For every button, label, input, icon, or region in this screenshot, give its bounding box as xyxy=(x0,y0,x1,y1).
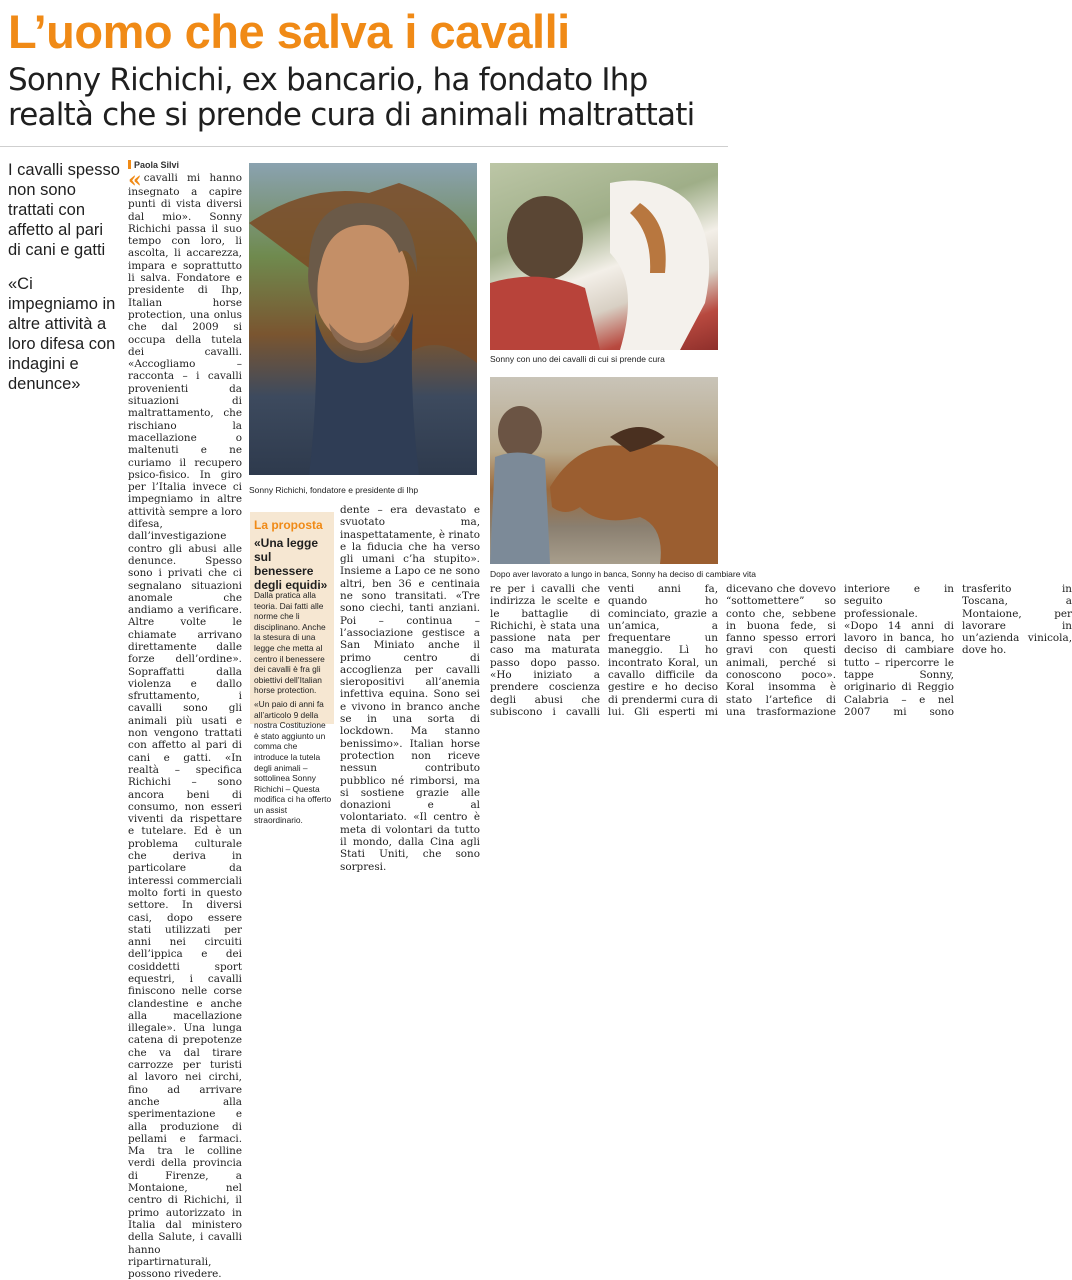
open-quote-icon: « xyxy=(128,167,142,193)
box-title: «Una legge sul benessere degli equidi» xyxy=(254,536,328,592)
divider xyxy=(0,146,728,147)
article-text-1: cavalli mi hanno insegnato a capire punti di vista diversi dal mio». Sonny Richichi passa il suo tempo con loro, li ascolta, li accarezza, impara e soprattutto li salva. Fondatore e presidente di Ihp, Italian horse protection, una onlus che dal 2009 si occupa della tutela dei cavalli. «Accogliamo – racconta – i cavalli provenienti da situazioni di maltrattamento, che rischiano la macellazione o maltenuti e ne curiamo il recupero psico-fisico. In giro per l’Italia invece ci impegniamo in altre attività sempre a loro difesa, dall’investigazione contro gli abusi alle denunce. Spesso sono i privati che ci segnalano situazioni anomale che andiamo a verificare. Altre volte le chiamate arrivano direttamente dalle forze dell’ordine». Sopraffatti dalla violenza e dallo sfruttamento, i cavalli sono gli animali più usati e non vengono trattati con affetto al pari di cani e gatti. «In realtà – specifica Richichi – sono ancora beni di consumo, non esseri viventi da rispettare e tutelare. Ed è un problema culturale che deriva in particolare da interessi commerciali molto forti in questo settore. In diversi casi, dopo essere stati utilizzati per anni nei circuiti dell’ippica e dei cosiddetti sport equestri, i cavalli finiscono nelle corse clandestine e anche alla macellazione illegale». Una lunga catena di prepotenze che va dal tirare carrozze per turisti al lavoro nei circhi, fino ad arrivare anche alla sperimentazione e alla produzione di pellami e farmaci. Ma tra le colline verdi della provincia di Firenze, a Montaione, nel centro di Richichi, il primo autorizzato in Italia dal ministero della Salute, i cavalli hanno ripartirnaturali, possono rivedere. xyxy=(128,172,242,1280)
pull-quote-2: «Ci impegniamo in altre attività a loro difesa con indagini e denunce» xyxy=(8,275,116,393)
box-paragraph: Dalla pratica alla teoria. Dai fatti alle norme che li disciplinano. Anche la stesura di una legge che metta al centro il benessere dei cavalli è fra gli obiettivi dell’Italian horse protection. xyxy=(254,590,326,696)
photo-sonny-with-horse xyxy=(490,163,718,350)
article-column-3: re per i cavalli che indirizza le scelte e le battaglie di Richichi, è stata una passione nata per caso ma maturata passo dopo passo. «Ho iniziato a prendere coscienza degli abusi che subiscono i cavalli venti anni fa, quando ho cominciato, grazie a un’amica, a frequentare un maneggio. Lì ho incontrato Koral, un cavallo difficile da gestire e ho deciso di prendermi cura di lui. Gli esperti mi dicevano che dovevo “sottomettere” so conto che, sebbene in buona fede, si fanno spesso errori gravi con questi animali, perché si conoscono poco». Koral insomma è stato l’artefice di una trasformazione interiore e in seguito professionale. «Dopo 14 anni di lavoro in banca, ho deciso di cambiare tutto – ripercorre le tappe Sonny, originario di Reggio Calabria – e nel 2007 mi sono trasferito in Toscana, a Montaione, per lavorare in un’azienda vinicola, dove ho. xyxy=(490,583,1072,718)
horse-illustration-bottom xyxy=(490,377,718,564)
caption-bottom-photo: Dopo aver lavorato a lungo in banca, Sonny ha deciso di cambiare vita xyxy=(490,569,757,579)
pull-quote-sidebar xyxy=(8,160,120,408)
sidebar-box-proposal xyxy=(250,512,334,826)
subheadline-line-1: Sonny Richichi, ex bancario, ha fondato Ihp xyxy=(8,62,648,98)
article-column-2: dente – era devastato e svuotato ma, inaspettatamente, è rinato e la fiducia che ha verso gli umani c’ha stupito». Insieme a Lapo ce ne sono altri, ben 36 e centinaia ne sono transitati. «Tre sono ciechi, tanti anziani. Poi – continua – l’associazione gestisce a San Miniato anche il primo centro di accoglienza per cavalli sieropositivi all’anemia infettiva equina. Sono sei e vivono in branco anche se in una sorta di lockdown. Ma stanno benissimo». Italian horse protection non riceve nessun contributo pubblico né rimborsi, ma si sostiene grazie alle donazioni e al volontariato. «Il centro è meta di volontari da tutto il mondo, dalla Cina agli Stati Uniti, che sono sorpresi. xyxy=(340,504,480,873)
photo-sonny-with-pony xyxy=(490,377,718,564)
box-paragraph: «Un paio di anni fa all’articolo 9 della nostra Costituzione è stato aggiunto un comma che introduce la tutela degli animali – sottolinea Sonny Richichi – Questa modifica ci ha offerto un assist straordinario. xyxy=(254,698,332,826)
horse-illustration-top xyxy=(490,163,718,350)
box-body xyxy=(254,590,332,829)
box-section-tag: La proposta xyxy=(254,518,323,532)
caption-main-photo: Sonny Richichi, fondatore e presidente di Ihp xyxy=(249,485,419,495)
headline: L’uomo che salva i cavalli xyxy=(8,5,570,58)
subheadline-line-2: realtà che si prende cura di animali maltrattati xyxy=(8,97,695,133)
photo-sonny-portrait xyxy=(249,163,477,475)
caption-top-photo: Sonny con uno dei cavalli di cui si prende cura xyxy=(490,354,665,364)
portrait-illustration xyxy=(249,163,477,475)
article-column-1 xyxy=(128,167,242,1280)
pull-quote-1: I cavalli spesso non sono trattati con affetto al pari di cani e gatti xyxy=(8,161,120,259)
author-byline: Paola Silvi xyxy=(128,160,179,170)
